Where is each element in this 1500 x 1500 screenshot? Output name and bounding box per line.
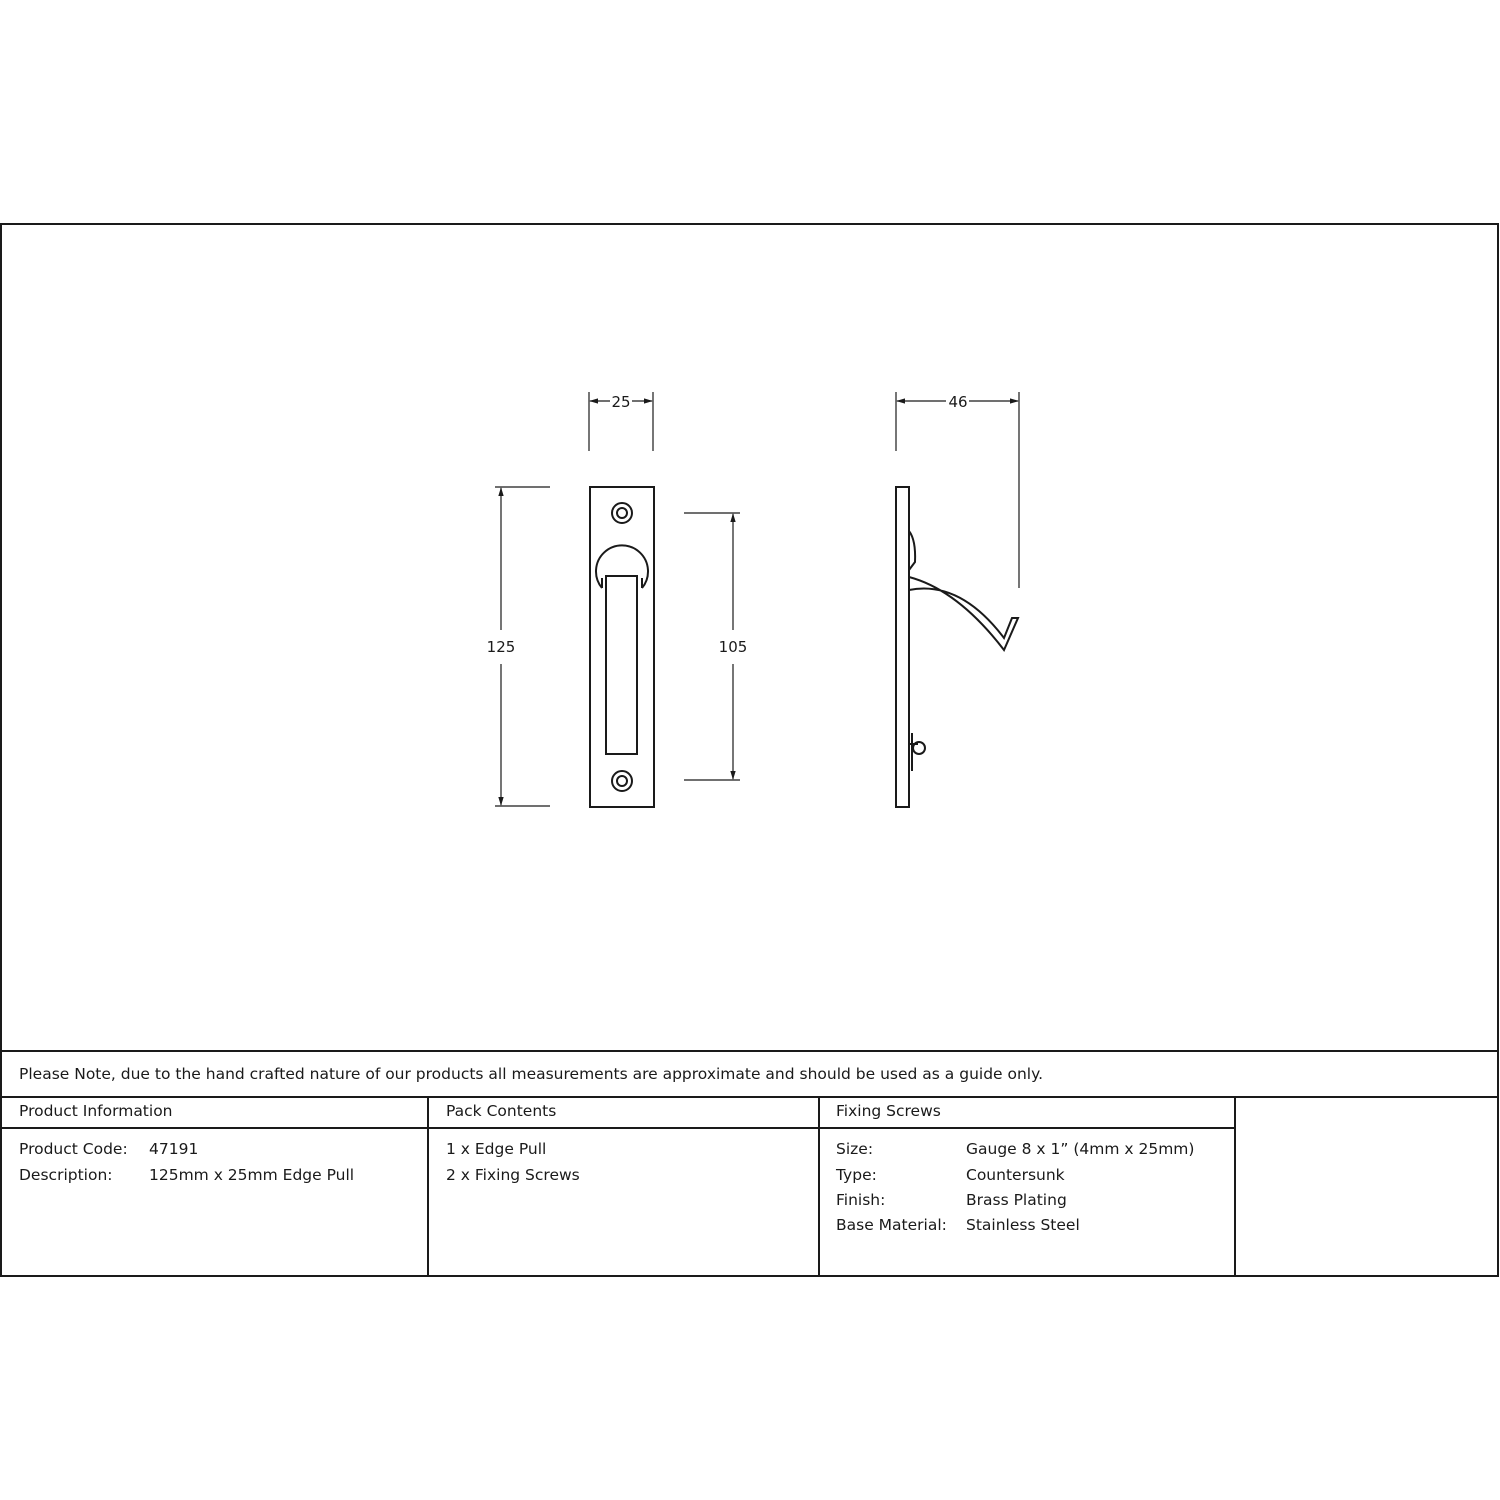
screw-finish-value: Brass Plating [966, 1191, 1067, 1209]
front-view [590, 487, 654, 807]
screw-finish-label: Finish: [836, 1191, 886, 1209]
top-screw-hole [612, 503, 632, 523]
overall-height-label: 125 [486, 638, 516, 656]
pull-pivot-boss [596, 545, 648, 588]
fixing-centres-label: 105 [718, 638, 748, 656]
drawing-frame [1, 224, 1498, 1276]
bottom-screw-hole [612, 771, 632, 791]
pack-contents-heading: Pack Contents [446, 1102, 557, 1120]
front-width-label: 25 [611, 393, 631, 411]
screw-size-label: Size: [836, 1140, 874, 1158]
description-value: 125mm x 25mm Edge Pull [149, 1166, 355, 1184]
product-code-value: 47191 [149, 1140, 199, 1158]
pack-item: 2 x Fixing Screws [446, 1166, 580, 1184]
screw-type-value: Countersunk [966, 1166, 1065, 1184]
pull-lever [606, 576, 637, 754]
screw-material-value: Stainless Steel [966, 1216, 1080, 1234]
product-information-heading: Product Information [19, 1102, 173, 1120]
side-view [896, 487, 1018, 807]
product-code-label: Product Code: [19, 1140, 128, 1158]
fixing-screws-heading: Fixing Screws [836, 1102, 941, 1120]
spring-catch-loop [913, 742, 925, 754]
screw-size-value: Gauge 8 x 1” (4mm x 25mm) [966, 1140, 1195, 1158]
side-depth-label: 46 [948, 393, 968, 411]
description-label: Description: [19, 1166, 113, 1184]
bottom-screw-hole-inner [617, 776, 627, 786]
top-screw-hole-inner [617, 508, 627, 518]
pull-lever-side [909, 577, 1018, 650]
measurement-note: Please Note, due to the hand crafted nature of our products all measurements are approximate and should be used as a guide only. [19, 1065, 1043, 1083]
side-plate [896, 487, 909, 807]
face-plate [590, 487, 654, 807]
screw-type-label: Type: [836, 1166, 877, 1184]
screw-material-label: Base Material: [836, 1216, 947, 1234]
pack-item: 1 x Edge Pull [446, 1140, 547, 1158]
